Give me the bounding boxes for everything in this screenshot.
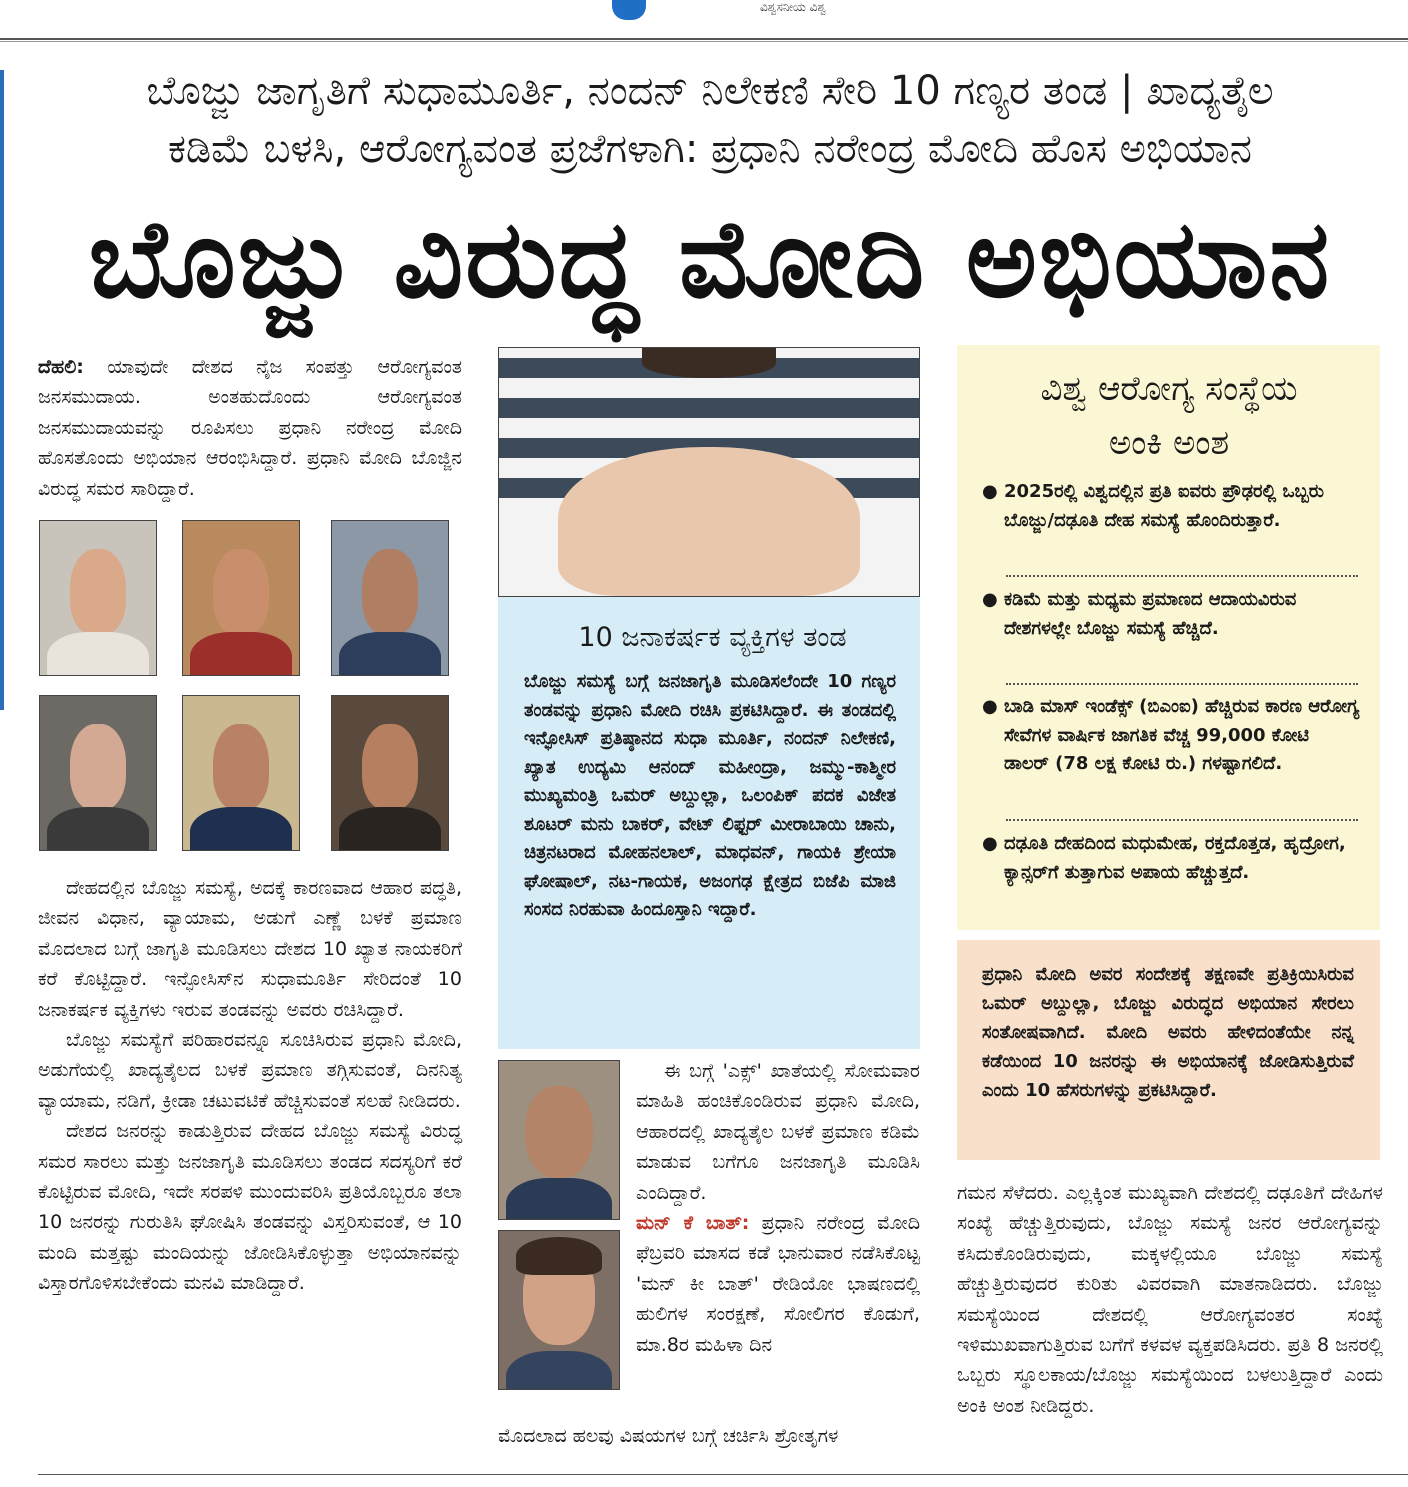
headline: ಬೊಜ್ಜು ವಿರುದ್ಧ ಮೋದಿ ಅಭಿಯಾನ	[88, 197, 1332, 322]
obesity-photo	[498, 347, 920, 597]
column-1-paragraph: ದೇಹದಲ್ಲಿನ ಬೊಜ್ಜು ಸಮಸ್ಯೆ, ಅದಕ್ಕೆ ಕಾರಣವಾದ ಆಹಾರ ಪದ್ಧತಿ, ಜೀವನ ವಿಧಾನ, ವ್ಯಾಯಾಮ, ಅಡುಗೆ ಎಣ್ಣೆ ಬಳಕೆ ಪ್ರಮಾಣ ಮೊದಲಾದ ಬಗ್ಗೆ ಜಾಗೃತಿ ಮೂಡಿಸಲು ದೇಶದ 10 ಖ್ಯಾತ ನಾಯಕರಿಗೆ ಕರೆ ಕೊಟ್ಟಿದ್ದಾರೆ. ಇನ್ಫೋಸಿಸ್‌ನ ಸುಧಾಮೂರ್ತಿ ಸೇರಿದಂತೆ 10 ಜನಾಕರ್ಷಕ ವ್ಯಕ್ತಿಗಳು ಇರುವ ತಂಡವನ್ನು ಅವರು ರಚಿಸಿದ್ದಾರೆ.	[38, 877, 462, 1021]
who-box-title	[960, 362, 1378, 470]
masthead-tagline: ವಿಶ್ವಸನೀಯ ವಿಶ್ವ	[760, 0, 827, 14]
intro-paragraph	[38, 352, 462, 504]
portrait-sudha-murthy	[182, 520, 300, 676]
photo-manu-bhaker	[498, 1230, 620, 1390]
column-1-paragraph: ದೇಶದ ಜನರನ್ನು ಕಾಡುತ್ತಿರುವ ದೇಹದ ಬೊಜ್ಜು ಸಮಸ್ಯೆ ವಿರುದ್ಧ ಸಮರ ಸಾರಲು ಮತ್ತು ಜನಜಾಗೃತಿ ಮೂಡಿಸಲು ತಂಡದ ಸದಸ್ಯರಿಗೆ ಕರೆ ಕೊಟ್ಟಿರುವ ಮೋದಿ, ಇದೇ ಸರಪಳಿ ಮುಂದುವರಿಸಿ ಪ್ರತಿಯೊಬ್ಬರೂ ತಲಾ 10 ಜನರನ್ನು ಗುರುತಿಸಿ ಘೋಷಿಸಿ ತಂಡವನ್ನು ವಿಸ್ತರಿಸುವಂತೆ, ಆ 10 ಮಂದಿ ಮತ್ತಷ್ಟು ಮಂದಿಯನ್ನು ಜೋಡಿಸಿಕೊಳ್ಳುತ್ತಾ ಅಭಿಯಾನವನ್ನು ವಿಸ್ತಾರಗೊಳಿಸಬೇಕೆಂದು ಮನವಿ ಮಾಡಿದ್ದಾರೆ.	[38, 1120, 462, 1295]
omar-abdullah-text: ಪ್ರಧಾನಿ ಮೋದಿ ಅವರ ಸಂದೇಶಕ್ಕೆ ತಕ್ಷಣವೇ ಪ್ರತಿಕ್ರಿಯಿಸಿರುವ ಒಮರ್ ಅಬ್ದುಲ್ಲಾ, ಬೊಜ್ಜು ವಿರುದ್ಧದ ಅಭಿಯಾನ ಸೇರಲು ಸಂತೋಷವಾಗಿದೆ. ಮೋದಿ ಅವರು ಹೇಳಿದಂತೆಯೇ ನನ್ನ ಕಡೆಯಿಂದ 10 ಜನರನ್ನು ಈ ಅಭಿಯಾನಕ್ಕೆ ಜೋಡಿಸುತ್ತಿರುವೆ ಎಂದು 10 ಹೆಸರುಗಳನ್ನು ಪ್ರಕಟಿಸಿದ್ದಾರೆ.	[982, 964, 1354, 1101]
who-stat-text: ಕಡಿಮೆ ಮತ್ತು ಮಧ್ಯಮ ಪ್ರಮಾಣದ ಆದಾಯವಿರುವ ದೇಶಗಳಲ್ಲೇ ಬೊಜ್ಜು ಸಮಸ್ಯೆ ಹೆಚ್ಚಿದೆ.	[1004, 589, 1297, 639]
portrait-nandan-nilekani	[331, 520, 449, 676]
portrait-modi	[39, 520, 157, 676]
bottom-rule	[38, 1474, 1408, 1475]
who-stat-item	[982, 693, 1360, 779]
column-2-body	[636, 1056, 920, 1360]
kicker-line-2: ಕಡಿಮೆ ಬಳಸಿ, ಆರೋಗ್ಯವಂತ ಪ್ರಜೆಗಳಾಗಿ: ಪ್ರಧಾನಿ ನರೇಂದ್ರ ಮೋದಿ ಹೊಸ ಅಭಿಯಾನ	[167, 126, 1253, 172]
portrait-anand-mahindra	[182, 695, 300, 851]
who-stat-item	[982, 478, 1360, 535]
team-box-title: 10 ಜನಾಕರ್ಷಕ ವ್ಯಕ್ತಿಗಳ ತಂಡ	[578, 622, 847, 653]
team-box-text: ಬೊಜ್ಜು ಸಮಸ್ಯೆ ಬಗ್ಗೆ ಜನಜಾಗೃತಿ ಮೂಡಿಸಲೆಂದೇ 10 ಗಣ್ಯರ ತಂಡವನ್ನು ಪ್ರಧಾನಿ ಮೋದಿ ರಚಿಸಿ ಪ್ರಕಟಿಸಿದ್ದಾರೆ. ಈ ತಂಡದಲ್ಲಿ ಇನ್ಫೋಸಿಸ್ ಪ್ರತಿಷ್ಠಾನದ ಸುಧಾ ಮೂರ್ತಿ, ನಂದನ್ ನಿಲೇಕಣಿ, ಖ್ಯಾತ ಉದ್ಯಮಿ ಆನಂದ್ ಮಹೀಂದ್ರಾ, ಜಮ್ಮು-ಕಾಶ್ಮೀರ ಮುಖ್ಯಮಂತ್ರಿ ಒಮರ್ ಅಬ್ದುಲ್ಲಾ, ಒಲಂಪಿಕ್ ಪದಕ ವಿಜೇತ ಶೂಟರ್ ಮನು ಬಾಕರ್, ವೇಟ್ ಲಿಫ್ಟರ್ ಮೀರಾಬಾಯಿ ಚಾನು, ಚಿತ್ರನಟರಾದ ಮೋಹನಲಾಲ್, ಮಾಧವನ್, ಗಾಯಕಿ ಶ್ರೇಯಾ ಘೋಷಾಲ್, ನಟ-ಗಾಯಕ, ಅಜಂಗಢ ಕ್ಷೇತ್ರದ ಬಿಜೆಪಿ ಮಾಜಿ ಸಂಸದ ನಿರಹುವಾ ಹಿಂದೂಸ್ತಾನಿ ಇದ್ದಾರೆ.	[524, 671, 896, 920]
bullet-icon: ●	[982, 589, 998, 610]
masthead-rule	[0, 38, 1408, 42]
who-stat-text: 2025ರಲ್ಲಿ ವಿಶ್ವದಲ್ಲಿನ ಪ್ರತಿ ಐವರು ಪ್ರೌಢರಲ್ಲಿ ಒಬ್ಬರು ಬೊಜ್ಜು/ದಢೂತಿ ದೇಹ ಸಮಸ್ಯೆ ಹೊಂದಿರುತ್ತಾರೆ.	[1004, 481, 1325, 531]
who-stat-item	[982, 830, 1360, 887]
intro-text: ಯಾವುದೇ ದೇಶದ ನೈಜ ಸಂಪತ್ತು ಆರೋಗ್ಯವಂತ ಜನಸಮುದಾಯ. ಅಂತಹುದೊಂದು ಆರೋಗ್ಯವಂತ ಜನಸಮುದಾಯವನ್ನು ರೂಪಿಸಲು ಪ್ರಧಾನಿ ನರೇಂದ್ರ ಮೋದಿ ಹೊಸತೊಂದು ಅಭಿಯಾನ ಆರಂಭಿಸಿದ್ದಾರೆ. ಪ್ರಧಾನಿ ಮೋದಿ ಬೊಜ್ಜಿನ ವಿರುದ್ಧ ಸಮರ ಸಾರಿದ್ದಾರೆ.	[38, 356, 462, 500]
dotted-divider	[1006, 819, 1358, 821]
column-1-paragraph: ಬೊಜ್ಜು ಸಮಸ್ಯೆಗೆ ಪರಿಹಾರವನ್ನೂ ಸೂಚಿಸಿರುವ ಪ್ರಧಾನಿ ಮೋದಿ, ಅಡುಗೆಯಲ್ಲಿ ಖಾದ್ಯತೈಲದ ಬಳಕೆ ಪ್ರಮಾಣ ತಗ್ಗಿಸುವಂತೆ, ದಿನನಿತ್ಯ ವ್ಯಾಯಾಮ, ನಡಿಗೆ, ಕ್ರೀಡಾ ಚಟುವಟಿಕೆ ಹೆಚ್ಚಿಸುವಂತೆ ಸಲಹೆ ನೀಡಿದರು.	[38, 1029, 462, 1112]
column-2-last-line: ಮೊದಲಾದ ಹಲವು ವಿಷಯಗಳ ಬಗ್ಗೆ ಚರ್ಚಿಸಿ ಶ್ರೋತೃಗಳ	[498, 1425, 839, 1447]
side-rule	[0, 70, 4, 710]
dotted-divider	[1006, 575, 1358, 577]
dateline: ದೆಹಲಿ:	[38, 356, 84, 378]
bullet-icon: ●	[982, 833, 998, 854]
masthead-logo	[612, 0, 646, 20]
who-stat-item	[982, 586, 1360, 643]
column-3-body: ಗಮನ ಸೆಳೆದರು. ಎಲ್ಲಕ್ಕಿಂತ ಮುಖ್ಯವಾಗಿ ದೇಶದಲ್ಲಿ ದಢೂತಿಗೆ ದೇಹಿಗಳ ಸಂಖ್ಯೆ ಹೆಚ್ಚುತ್ತಿರುವುದು, ಬೊಜ್ಜು ಸಮಸ್ಯೆ ಜನರ ಆರೋಗ್ಯವನ್ನು ಕಸಿದುಕೊಂಡಿರುವುದು, ಮಕ್ಕಳಲ್ಲಿಯೂ ಬೊಜ್ಜು ಸಮಸ್ಯೆ ಹೆಚ್ಚುತ್ತಿರುವುದರ ಕುರಿತು ವಿವರವಾಗಿ ಮಾತನಾಡಿದರು. ಬೊಜ್ಜು ಸಮಸ್ಯೆಯಿಂದ ದೇಶದಲ್ಲಿ ಆರೋಗ್ಯವಂತರ ಸಂಖ್ಯೆ ಇಳಿಮುಖವಾಗುತ್ತಿರುವ ಬಗೆಗೆ ಕಳವಳ ವ್ಯಕ್ತಪಡಿಸಿದರು. ಪ್ರತಿ 8 ಜನರಲ್ಲಿ ಒಬ್ಬರು ಸ್ಥೂಲಕಾಯ/ಬೊಜ್ಜು ಸಮಸ್ಯೆಯಿಂದ ಬಳಲುತ್ತಿದ್ದಾರೆ ಎಂದು ಅಂಕಿ ಅಂಶ ನೀಡಿದ್ದರು.	[957, 1182, 1383, 1417]
portrait-omar-abdullah	[39, 695, 157, 851]
bullet-icon: ●	[982, 481, 998, 502]
who-box-title-line: ವಿಶ್ವ ಆರೋಗ್ಯ ಸಂಸ್ಥೆಯ	[1040, 369, 1298, 409]
portrait-mohanlal	[331, 695, 449, 851]
who-box-title-line: ಅಂಕಿ ಅಂಶ	[1108, 423, 1230, 463]
mann-ki-baat-lead: ಮನ್ ಕೆ ಬಾತ್:	[636, 1212, 750, 1235]
dotted-divider	[1006, 683, 1358, 685]
column-1-body	[38, 873, 462, 1299]
who-stat-text: ದಢೂತಿ ದೇಹದಿಂದ ಮಧುಮೇಹ, ರಕ್ತದೊತ್ತಡ, ಹೃದ್ರೋಗ, ಕ್ಯಾನ್ಸರ್‌ಗೆ ತುತ್ತಾಗುವ ಅಪಾಯ ಹೆಚ್ಚುತ್ತದೆ.	[1004, 833, 1346, 883]
photo-madhavan	[498, 1060, 620, 1220]
bullet-icon: ●	[982, 696, 998, 717]
who-stat-text: ಬಾಡಿ ಮಾಸ್ ಇಂಡೆಕ್ಸ್ (ಬಿಎಂಐ) ಹೆಚ್ಚಿರುವ ಕಾರಣ ಆರೋಗ್ಯ ಸೇವೆಗಳ ವಾರ್ಷಿಕ ಜಾಗತಿಕ ವೆಚ್ಚ 99,000 ಕೋಟಿ ಡಾಲರ್ (78 ಲಕ್ಷ ಕೋಟಿ ರು.) ಗಳಷ್ಟಾಗಲಿದೆ.	[1004, 696, 1360, 774]
kicker-line-1: ಬೊಜ್ಜು ಜಾಗೃತಿಗೆ ಸುಧಾಮೂರ್ತಿ, ನಂದನ್ ನಿಲೇಕಣಿ ಸೇರಿ 10 ಗಣ್ಯರ ತಂಡ | ಖಾದ್ಯತೈಲ	[146, 68, 1274, 114]
column-2-paragraph: ಪ್ರಧಾನಿ ನರೇಂದ್ರ ಮೋದಿ ಫೆಬ್ರವರಿ ಮಾಸದ ಕಡೆ ಭಾನುವಾರ ನಡೆಸಿಕೊಟ್ಟ 'ಮನ್ ಕೀ ಬಾತ್' ರೇಡಿಯೋ ಭಾಷಣದಲ್ಲಿ ಹುಲಿಗಳ ಸಂರಕ್ಷಣೆ, ಸೋಲಿಗರ ಕೊಡುಗೆ, ಮಾ.8ರ ಮಹಿಳಾ ದಿನ	[636, 1212, 920, 1356]
column-2-paragraph: ಈ ಬಗ್ಗೆ 'ಎಕ್ಸ್' ಖಾತೆಯಲ್ಲಿ ಸೋಮವಾರ ಮಾಹಿತಿ ಹಂಚಿಕೊಂಡಿರುವ ಪ್ರಧಾನಿ ಮೋದಿ, ಆಹಾರದಲ್ಲಿ ಖಾದ್ಯತೈಲ ಬಳಕೆ ಪ್ರಮಾಣ ಕಡಿಮೆ ಮಾಡುವ ಬಗೆಗೂ ಜನಜಾಗೃತಿ ಮೂಡಿಸಿ ಎಂದಿದ್ದಾರೆ.	[636, 1060, 920, 1204]
